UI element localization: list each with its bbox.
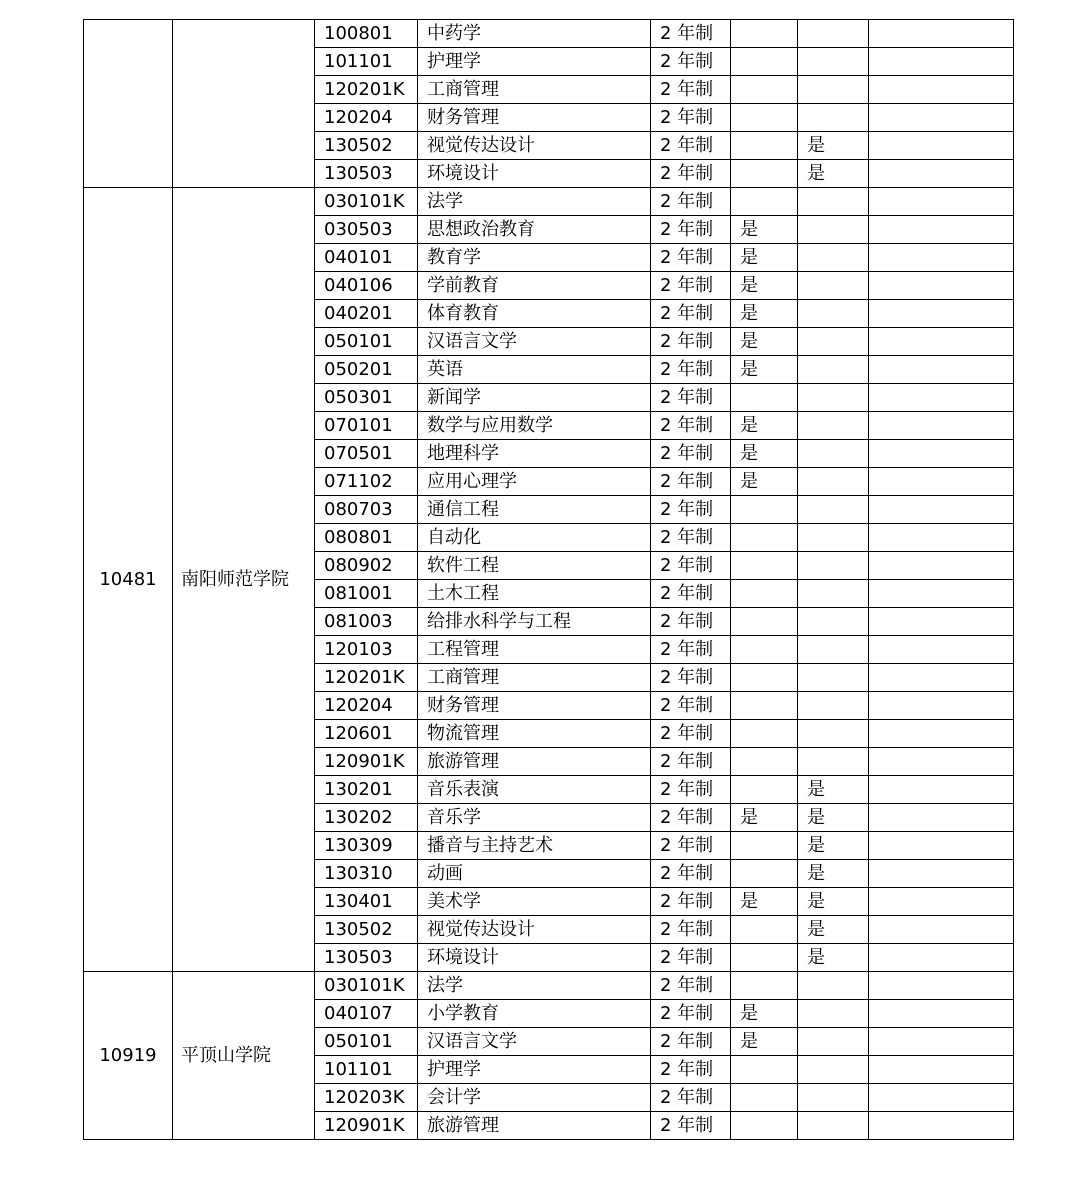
flag2-cell [798,300,869,328]
major-code-cell: 120601 [315,720,418,748]
flag1-cell [731,76,798,104]
school-code-cell [84,20,173,188]
major-name-cell: 美术学 [418,888,651,916]
major-name-cell: 旅游管理 [418,748,651,776]
major-name-cell: 体育教育 [418,300,651,328]
flag1-cell [731,636,798,664]
major-name-cell: 物流管理 [418,720,651,748]
major-name-cell: 会计学 [418,1084,651,1112]
major-name-cell: 动画 [418,860,651,888]
flag3-cell [869,524,1014,552]
major-code-cell: 040201 [315,300,418,328]
major-name-cell: 应用心理学 [418,468,651,496]
duration-cell: 2 年制 [651,944,731,972]
flag3-cell [869,132,1014,160]
major-code-cell: 130502 [315,132,418,160]
flag3-cell [869,916,1014,944]
flag1-cell [731,664,798,692]
flag1-cell: 是 [731,216,798,244]
flag3-cell [869,776,1014,804]
flag2-cell: 是 [798,804,869,832]
flag2-cell [798,748,869,776]
major-name-cell: 环境设计 [418,944,651,972]
major-code-cell: 050101 [315,1028,418,1056]
duration-cell: 2 年制 [651,76,731,104]
major-name-cell: 小学教育 [418,1000,651,1028]
flag2-cell [798,1028,869,1056]
table-row [84,188,1014,216]
flag2-cell [798,664,869,692]
flag3-cell [869,580,1014,608]
duration-cell: 2 年制 [651,440,731,468]
flag1-cell [731,1056,798,1084]
flag1-cell: 是 [731,272,798,300]
major-name-cell: 教育学 [418,244,651,272]
school-name-cell: 平顶山学院 [173,972,315,1140]
flag1-cell: 是 [731,888,798,916]
flag3-cell [869,832,1014,860]
table-row [84,972,1014,1000]
flag1-cell: 是 [731,300,798,328]
duration-cell: 2 年制 [651,104,731,132]
duration-cell: 2 年制 [651,608,731,636]
major-name-cell: 土木工程 [418,580,651,608]
major-code-cell: 120201K [315,664,418,692]
flag2-cell: 是 [798,132,869,160]
flag3-cell [869,1112,1014,1140]
flag1-cell [731,692,798,720]
major-code-cell: 030503 [315,216,418,244]
major-code-cell: 071102 [315,468,418,496]
flag3-cell [869,552,1014,580]
duration-cell: 2 年制 [651,132,731,160]
duration-cell: 2 年制 [651,1028,731,1056]
flag1-cell: 是 [731,1000,798,1028]
duration-cell: 2 年制 [651,524,731,552]
major-code-cell: 130503 [315,160,418,188]
flag3-cell [869,496,1014,524]
flag2-cell [798,692,869,720]
flag2-cell [798,636,869,664]
flag3-cell [869,104,1014,132]
major-code-cell: 050101 [315,328,418,356]
flag1-cell [731,1112,798,1140]
flag1-cell [731,524,798,552]
flag1-cell [731,1084,798,1112]
school-code-cell: 10919 [84,972,173,1140]
major-code-cell: 120204 [315,104,418,132]
flag1-cell: 是 [731,412,798,440]
flag3-cell [869,748,1014,776]
major-name-cell: 中药学 [418,20,651,48]
major-name-cell: 新闻学 [418,384,651,412]
flag2-cell: 是 [798,832,869,860]
flag1-cell [731,720,798,748]
flag3-cell [869,972,1014,1000]
flag1-cell [731,916,798,944]
major-code-cell: 080801 [315,524,418,552]
table-body [84,20,1014,1140]
major-code-cell: 130201 [315,776,418,804]
flag3-cell [869,944,1014,972]
flag3-cell [869,440,1014,468]
duration-cell: 2 年制 [651,20,731,48]
flag3-cell [869,188,1014,216]
flag2-cell [798,580,869,608]
flag1-cell [731,972,798,1000]
flag1-cell [731,776,798,804]
duration-cell: 2 年制 [651,1084,731,1112]
flag1-cell [731,160,798,188]
flag3-cell [869,384,1014,412]
flag2-cell [798,104,869,132]
duration-cell: 2 年制 [651,356,731,384]
flag3-cell [869,356,1014,384]
duration-cell: 2 年制 [651,272,731,300]
major-name-cell: 护理学 [418,48,651,76]
major-code-cell: 081003 [315,608,418,636]
major-code-cell: 081001 [315,580,418,608]
major-name-cell: 汉语言文学 [418,328,651,356]
duration-cell: 2 年制 [651,720,731,748]
flag2-cell [798,356,869,384]
flag3-cell [869,160,1014,188]
major-name-cell: 工程管理 [418,636,651,664]
major-code-cell: 130401 [315,888,418,916]
major-name-cell: 法学 [418,188,651,216]
flag1-cell: 是 [731,804,798,832]
major-name-cell: 工商管理 [418,76,651,104]
flag2-cell: 是 [798,160,869,188]
flag1-cell [731,552,798,580]
duration-cell: 2 年制 [651,1112,731,1140]
major-name-cell: 环境设计 [418,160,651,188]
school-code-cell: 10481 [84,188,173,972]
major-name-cell: 思想政治教育 [418,216,651,244]
flag2-cell [798,188,869,216]
flag2-cell [798,412,869,440]
flag2-cell [798,216,869,244]
duration-cell: 2 年制 [651,384,731,412]
flag2-cell [798,1112,869,1140]
flag1-cell: 是 [731,1028,798,1056]
major-name-cell: 法学 [418,972,651,1000]
major-code-cell: 120103 [315,636,418,664]
flag3-cell [869,468,1014,496]
flag3-cell [869,272,1014,300]
major-name-cell: 财务管理 [418,692,651,720]
duration-cell: 2 年制 [651,776,731,804]
flag3-cell [869,888,1014,916]
flag1-cell [731,860,798,888]
duration-cell: 2 年制 [651,468,731,496]
flag3-cell [869,636,1014,664]
flag1-cell [731,748,798,776]
flag2-cell [798,76,869,104]
flag1-cell [731,580,798,608]
duration-cell: 2 年制 [651,580,731,608]
flag2-cell [798,1084,869,1112]
duration-cell: 2 年制 [651,48,731,76]
duration-cell: 2 年制 [651,888,731,916]
duration-cell: 2 年制 [651,216,731,244]
duration-cell: 2 年制 [651,552,731,580]
flag3-cell [869,1056,1014,1084]
major-code-cell: 130310 [315,860,418,888]
major-code-cell: 030101K [315,188,418,216]
flag3-cell [869,860,1014,888]
flag3-cell [869,1084,1014,1112]
flag1-cell: 是 [731,468,798,496]
flag3-cell [869,20,1014,48]
major-name-cell: 数学与应用数学 [418,412,651,440]
flag2-cell [798,244,869,272]
major-code-cell: 130502 [315,916,418,944]
flag2-cell [798,552,869,580]
flag1-cell [731,48,798,76]
flag3-cell [869,328,1014,356]
flag1-cell: 是 [731,244,798,272]
flag3-cell [869,412,1014,440]
flag1-cell [731,384,798,412]
flag3-cell [869,1000,1014,1028]
flag1-cell [731,132,798,160]
flag1-cell [731,608,798,636]
major-code-cell: 120901K [315,1112,418,1140]
major-code-cell: 030101K [315,972,418,1000]
majors-table [83,19,1014,1140]
major-name-cell: 汉语言文学 [418,1028,651,1056]
flag1-cell: 是 [731,440,798,468]
duration-cell: 2 年制 [651,832,731,860]
major-code-cell: 101101 [315,1056,418,1084]
flag1-cell: 是 [731,328,798,356]
duration-cell: 2 年制 [651,692,731,720]
major-name-cell: 软件工程 [418,552,651,580]
major-code-cell: 101101 [315,48,418,76]
major-code-cell: 130202 [315,804,418,832]
major-code-cell: 070101 [315,412,418,440]
major-name-cell: 财务管理 [418,104,651,132]
duration-cell: 2 年制 [651,300,731,328]
flag1-cell [731,188,798,216]
duration-cell: 2 年制 [651,160,731,188]
major-name-cell: 通信工程 [418,496,651,524]
major-code-cell: 120901K [315,748,418,776]
flag2-cell: 是 [798,916,869,944]
flag3-cell [869,804,1014,832]
major-code-cell: 050301 [315,384,418,412]
table-row [84,20,1014,48]
major-code-cell: 130503 [315,944,418,972]
flag2-cell: 是 [798,944,869,972]
major-code-cell: 080703 [315,496,418,524]
major-code-cell: 040107 [315,1000,418,1028]
flag1-cell [731,944,798,972]
flag3-cell [869,48,1014,76]
flag3-cell [869,664,1014,692]
duration-cell: 2 年制 [651,972,731,1000]
flag2-cell [798,608,869,636]
major-code-cell: 130309 [315,832,418,860]
major-name-cell: 旅游管理 [418,1112,651,1140]
major-name-cell: 音乐学 [418,804,651,832]
flag2-cell [798,20,869,48]
flag2-cell [798,384,869,412]
duration-cell: 2 年制 [651,636,731,664]
flag2-cell [798,272,869,300]
document-page [83,19,1014,1140]
major-name-cell: 给排水科学与工程 [418,608,651,636]
flag2-cell [798,328,869,356]
duration-cell: 2 年制 [651,1000,731,1028]
major-code-cell: 080902 [315,552,418,580]
major-name-cell: 视觉传达设计 [418,916,651,944]
flag2-cell [798,48,869,76]
flag2-cell [798,468,869,496]
duration-cell: 2 年制 [651,244,731,272]
major-code-cell: 120204 [315,692,418,720]
duration-cell: 2 年制 [651,916,731,944]
major-name-cell: 播音与主持艺术 [418,832,651,860]
duration-cell: 2 年制 [651,860,731,888]
duration-cell: 2 年制 [651,412,731,440]
major-code-cell: 070501 [315,440,418,468]
major-code-cell: 040101 [315,244,418,272]
major-code-cell: 120203K [315,1084,418,1112]
flag2-cell [798,972,869,1000]
flag3-cell [869,300,1014,328]
flag2-cell [798,720,869,748]
flag2-cell [798,496,869,524]
major-code-cell: 100801 [315,20,418,48]
school-name-cell [173,20,315,188]
flag3-cell [869,1028,1014,1056]
duration-cell: 2 年制 [651,748,731,776]
flag1-cell: 是 [731,356,798,384]
flag2-cell: 是 [798,860,869,888]
major-code-cell: 120201K [315,76,418,104]
flag1-cell [731,496,798,524]
major-name-cell: 工商管理 [418,664,651,692]
flag1-cell [731,20,798,48]
flag3-cell [869,692,1014,720]
major-name-cell: 自动化 [418,524,651,552]
flag3-cell [869,216,1014,244]
flag2-cell: 是 [798,776,869,804]
flag2-cell [798,440,869,468]
flag2-cell [798,1000,869,1028]
duration-cell: 2 年制 [651,188,731,216]
flag3-cell [869,720,1014,748]
flag1-cell [731,832,798,860]
major-name-cell: 地理科学 [418,440,651,468]
school-name-cell: 南阳师范学院 [173,188,315,972]
major-name-cell: 学前教育 [418,272,651,300]
flag1-cell [731,104,798,132]
duration-cell: 2 年制 [651,1056,731,1084]
flag2-cell [798,1056,869,1084]
major-code-cell: 040106 [315,272,418,300]
major-name-cell: 音乐表演 [418,776,651,804]
major-name-cell: 视觉传达设计 [418,132,651,160]
duration-cell: 2 年制 [651,664,731,692]
duration-cell: 2 年制 [651,328,731,356]
major-name-cell: 英语 [418,356,651,384]
major-name-cell: 护理学 [418,1056,651,1084]
flag3-cell [869,608,1014,636]
flag2-cell: 是 [798,888,869,916]
flag3-cell [869,76,1014,104]
duration-cell: 2 年制 [651,804,731,832]
major-code-cell: 050201 [315,356,418,384]
duration-cell: 2 年制 [651,496,731,524]
flag3-cell [869,244,1014,272]
flag2-cell [798,524,869,552]
